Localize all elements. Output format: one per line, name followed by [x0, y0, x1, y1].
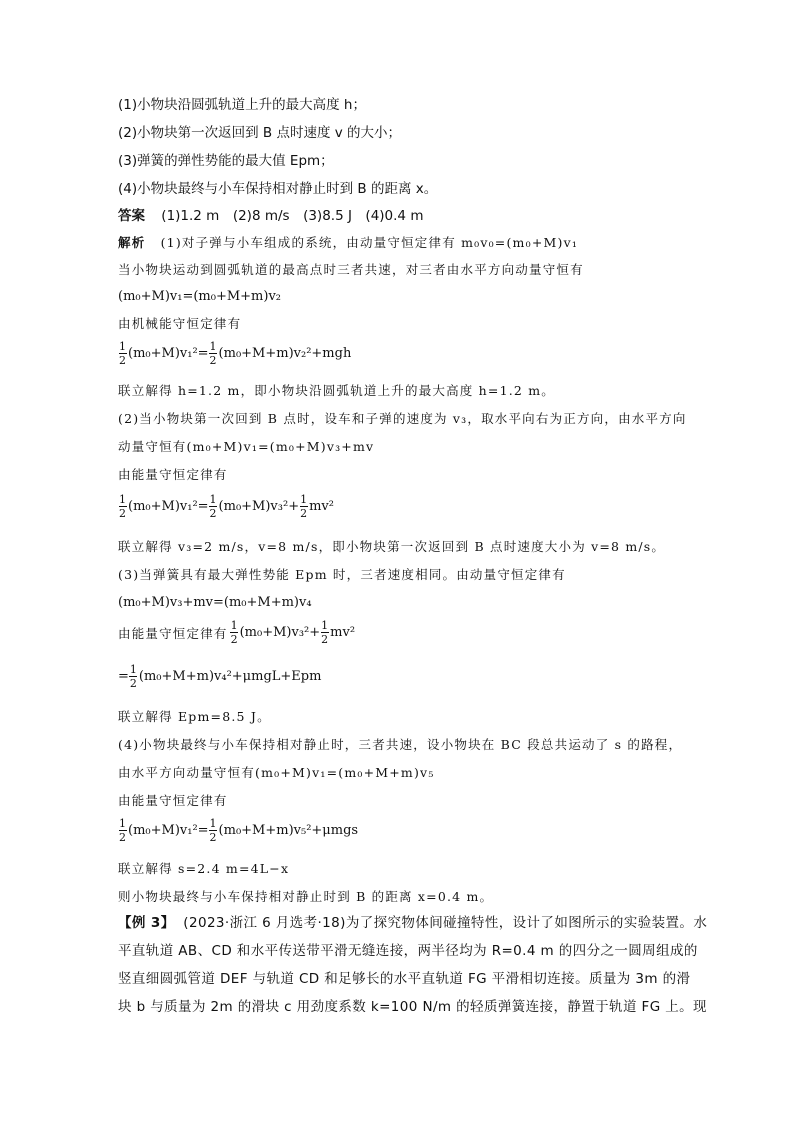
question-1: (1)小物块沿圆弧轨道上升的最大高度 h； [118, 97, 366, 113]
question-3: (3)弹簧的弹性势能的最大值 Epm； [118, 153, 334, 169]
analysis-line-17: 联立解得 s=2.4 m=4L−x [118, 861, 290, 876]
example-line-2: 平直轨道 AB、CD 和水平传送带平滑无缝连接，两半径均为 R=0.4 m 的四分之一圆周组成的 [118, 943, 698, 959]
fraction-half: $\frac{1}{2}$ [300, 493, 308, 520]
analysis-label: 解析 [118, 235, 146, 250]
example-line-1: 【例 3】 (2023·浙江 6 月选考·18)为了探究物体间碰撞特性，设计了如图所示的实验装置。水 [118, 915, 708, 931]
question-2: (2)小物块第一次返回到 B 点时速度 v 的大小； [118, 125, 402, 141]
equation-energy-3-continued: = $\frac{1}{2}$ (m₀+M+m)v₄²+μmgL+Epm [118, 663, 322, 690]
equation-momentum-3: (m₀+M)v₃+mv=(m₀+M+m)v₄ [118, 595, 312, 610]
analysis-line-8: 由能量守恒定律有 [118, 467, 228, 482]
analysis-line-1: 解析 (1)对子弹与小车组成的系统，由动量守恒定律有 m₀v₀=(m₀+M)v₁ [118, 235, 579, 250]
fraction-half: $\frac{1}{2}$ [119, 817, 126, 844]
analysis-line-7: 动量守恒有(m₀+M)v₁=(m₀+M)v₃+mv [118, 439, 375, 454]
answer-text: (1)1.2 m (2)8 m/s (3)8.5 J (4)0.4 m [161, 208, 424, 224]
equation-momentum-1: (m₀+M)v₁=(m₀+M+m)v₂ [118, 289, 281, 304]
analysis-line-9: 联立解得 v₃=2 m/s，v=8 m/s，即小物块第一次返回到 B 点时速度大小为 v=8 m/s。 [118, 539, 666, 554]
equation-energy-1: $\frac{1}{2}$ (m₀+M)v₁²= $\frac{1}{2}$ (m₀+M+m)v₂²+mgh [119, 340, 352, 367]
analysis-line-13: 联立解得 Epm=8.5 J。 [118, 709, 271, 724]
fraction-half: $\frac{1}{2}$ [119, 493, 126, 520]
fraction-half: $\frac{1}{2}$ [209, 817, 217, 844]
equation-energy-2: $\frac{1}{2}$ (m₀+M)v₁²= $\frac{1}{2}$ (m₀+M)v₃²+ $\frac{1}{2}$ mv² [119, 493, 334, 520]
answer-label: 答案 [118, 208, 145, 224]
analysis-line-18: 则小物块最终与小车保持相对静止时到 B 的距离 x=0.4 m。 [118, 889, 494, 904]
question-4: (4)小物块最终与小车保持相对静止时到 B 的距离 x。 [118, 181, 438, 197]
example-line-3: 竖直细圆弧管道 DEF 与轨道 CD 和足够长的水平直轨道 FG 平滑相切连接。质量为 3m 的滑 [118, 971, 691, 987]
analysis-line-10: (3)当弹簧具有最大弹性势能 Epm 时，三者速度相同。由动量守恒定律有 [118, 567, 566, 582]
fraction-half: $\frac{1}{2}$ [129, 663, 137, 690]
analysis-line-2: 当小物块运动到圆弧轨道的最高点时三者共速，对三者由水平方向动量守恒有 [118, 262, 584, 277]
example-label: 【例 3】 [118, 915, 175, 931]
analysis-line-6: (2)当小物块第一次回到 B 点时，设车和子弹的速度为 v₃，取水平向右为正方向，由水平方向 [118, 411, 687, 426]
analysis-line-14: (4)小物块最终与小车保持相对静止时，三者共速，设小物块在 BC 段总共运动了 s 的路程， [118, 737, 683, 752]
fraction-half: $\frac{1}{2}$ [209, 493, 217, 520]
answer-line [118, 207, 423, 225]
fraction-half: $\frac{1}{2}$ [119, 340, 126, 367]
equation-energy-3: 由能量守恒定律有 $\frac{1}{2}$ (m₀+M)v₃²+ $\frac{1}{2}$ mv² [118, 619, 356, 646]
analysis-line-5: 联立解得 h=1.2 m，即小物块沿圆弧轨道上升的最大高度 h=1.2 m。 [118, 383, 556, 398]
analysis-line-4: 由机械能守恒定律有 [118, 316, 242, 331]
fraction-half: $\frac{1}{2}$ [209, 340, 217, 367]
equation-energy-4: $\frac{1}{2}$ (m₀+M)v₁²= $\frac{1}{2}$ (m₀+M+m)v₅²+μmgs [119, 817, 359, 844]
fraction-half: $\frac{1}{2}$ [230, 619, 238, 646]
analysis-line-16: 由能量守恒定律有 [118, 793, 228, 808]
analysis-line-15: 由水平方向动量守恒有(m₀+M)v₁=(m₀+M+m)v₅ [118, 765, 435, 780]
fraction-half: $\frac{1}{2}$ [321, 619, 329, 646]
example-line-4: 块 b 与质量为 2m 的滑块 c 用劲度系数 k=100 N/m 的轻质弹簧连接，静置于轨道 FG 上。现 [118, 999, 707, 1015]
